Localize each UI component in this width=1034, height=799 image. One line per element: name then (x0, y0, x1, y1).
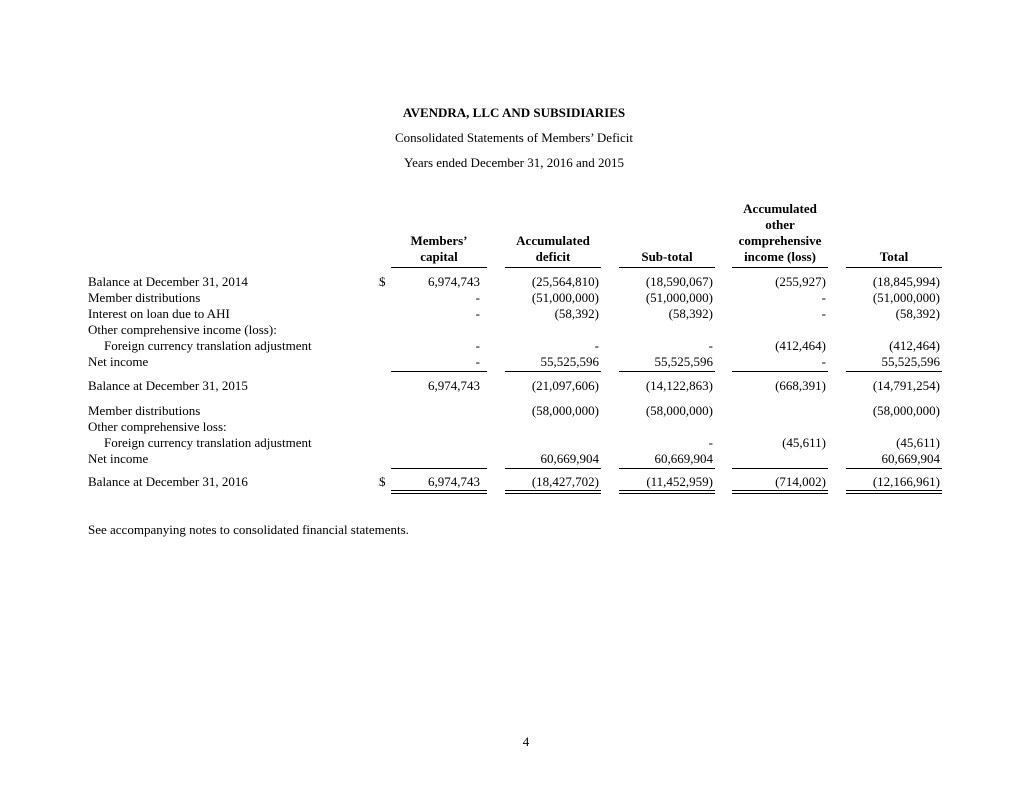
cell-members-capital: 6,974,743 (428, 378, 480, 393)
cell-accumulated-deficit: (58,000,000) (531, 403, 599, 418)
cell-total: (12,166,961) (872, 474, 940, 489)
cell-members-capital: - (475, 290, 480, 305)
double-underline (505, 490, 601, 494)
row-label: Member distributions (88, 290, 201, 305)
double-underline (619, 490, 715, 494)
cell-subtotal: (58,000,000) (645, 403, 713, 418)
subtotal-rule (391, 468, 487, 469)
cell-subtotal: (58,392) (668, 306, 713, 321)
double-underline (391, 490, 487, 494)
cell-aoci: - (821, 306, 826, 321)
page-number: 4 (522, 734, 530, 749)
cell-subtotal: (18,590,067) (645, 274, 713, 289)
column-header-aoci (732, 201, 828, 268)
cell-members-capital: 6,974,743 (428, 474, 480, 489)
cell-subtotal: - (708, 435, 713, 450)
cell-aoci: - (821, 290, 826, 305)
footnote: See accompanying notes to consolidated financial statements. (88, 522, 409, 537)
subtotal-rule (846, 371, 942, 372)
column-header-accumulated-deficit (505, 233, 601, 268)
subtotal-rule (846, 468, 942, 469)
statement-title: Consolidated Statements of Members’ Deficit (394, 130, 634, 145)
cell-total: (58,392) (895, 306, 940, 321)
column-header-members-capital (391, 233, 487, 268)
row-label: Net income (88, 451, 149, 466)
subtotal-rule (619, 371, 715, 372)
statement-period: Years ended December 31, 2016 and 2015 (404, 155, 624, 170)
cell-accumulated-deficit: (51,000,000) (531, 290, 599, 305)
cell-aoci: (412,464) (775, 338, 826, 353)
column-header-line: income (loss) (744, 249, 816, 264)
cell-members-capital: - (475, 306, 480, 321)
cell-subtotal: - (708, 338, 713, 353)
cell-aoci: (668,391) (775, 378, 826, 393)
column-header-line: capital (420, 249, 458, 264)
column-header-line: Members’ (410, 233, 468, 248)
column-header-line: comprehensive (738, 233, 822, 248)
cell-total: (18,845,994) (872, 274, 940, 289)
cell-total: (412,464) (889, 338, 940, 353)
cell-total: 55,525,596 (881, 354, 940, 369)
cell-accumulated-deficit: 60,669,904 (540, 451, 599, 466)
cell-aoci: (255,927) (775, 274, 826, 289)
column-header-subtotal (619, 249, 715, 268)
cell-aoci: - (821, 354, 826, 369)
column-header-line: other (765, 217, 795, 232)
row-label: Other comprehensive loss: (88, 419, 227, 434)
row-label: Other comprehensive income (loss): (88, 322, 277, 337)
subtotal-rule (505, 371, 601, 372)
row-label: Member distributions (88, 403, 201, 418)
column-header-total (846, 249, 942, 268)
subtotal-rule (732, 468, 828, 469)
company-name: AVENDRA, LLC AND SUBSIDIARIES (402, 105, 626, 120)
cell-accumulated-deficit: (21,097,606) (531, 378, 599, 393)
cell-accumulated-deficit: - (594, 338, 599, 353)
column-header-line: Sub-total (641, 249, 693, 264)
column-header-line: Accumulated (516, 233, 590, 248)
column-header-line: Accumulated (743, 201, 817, 216)
subtotal-rule (732, 371, 828, 372)
cell-accumulated-deficit: (25,564,810) (531, 274, 599, 289)
cell-members-capital: - (475, 338, 480, 353)
subtotal-rule (505, 468, 601, 469)
cell-total: 60,669,904 (881, 451, 940, 466)
cell-total: (45,611) (896, 435, 940, 450)
dollar-sign: $ (379, 274, 386, 289)
cell-accumulated-deficit: (18,427,702) (531, 474, 599, 489)
subtotal-rule (619, 468, 715, 469)
cell-subtotal: 60,669,904 (654, 451, 713, 466)
cell-aoci: (714,002) (775, 474, 826, 489)
cell-subtotal: (51,000,000) (645, 290, 713, 305)
cell-accumulated-deficit: (58,392) (554, 306, 599, 321)
cell-subtotal: (11,452,959) (646, 474, 713, 489)
cell-subtotal: 55,525,596 (654, 354, 713, 369)
cell-aoci: (45,611) (782, 435, 826, 450)
column-header-line: deficit (535, 249, 571, 264)
cell-total: (14,791,254) (872, 378, 940, 393)
row-label: Interest on loan due to AHI (88, 306, 230, 321)
cell-members-capital: 6,974,743 (428, 274, 480, 289)
row-label: Balance at December 31, 2014 (88, 274, 248, 289)
row-label: Foreign currency translation adjustment (104, 435, 312, 450)
cell-subtotal: (14,122,863) (645, 378, 713, 393)
row-label: Net income (88, 354, 149, 369)
cell-total: (58,000,000) (872, 403, 940, 418)
row-label: Balance at December 31, 2016 (88, 474, 248, 489)
row-label: Balance at December 31, 2015 (88, 378, 248, 393)
double-underline (732, 490, 828, 494)
subtotal-rule (391, 371, 487, 372)
dollar-sign: $ (379, 474, 386, 489)
cell-accumulated-deficit: 55,525,596 (540, 354, 599, 369)
cell-members-capital: - (475, 354, 480, 369)
cell-total: (51,000,000) (872, 290, 940, 305)
column-header-line: Total (879, 249, 909, 264)
double-underline (846, 490, 942, 494)
row-label: Foreign currency translation adjustment (104, 338, 312, 353)
